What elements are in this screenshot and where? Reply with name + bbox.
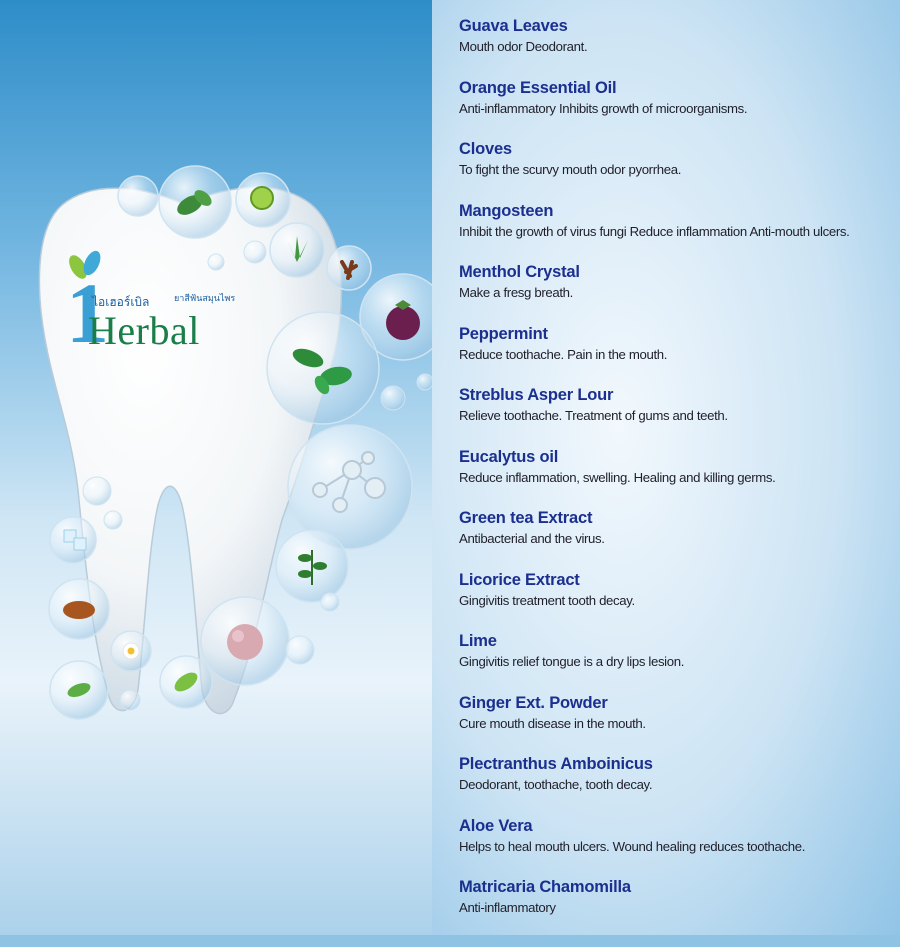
logo-thai-tagline: ยาสีฟันสมุนไพร [174, 293, 236, 303]
ingredient-item [459, 445, 894, 507]
tooth-illustration [0, 0, 432, 947]
ingredient-name: Aloe Vera [459, 816, 533, 835]
ingredient-name: Guava Leaves [459, 17, 568, 35]
ingredient-item [459, 14, 894, 76]
ingredient-item [459, 137, 894, 199]
licorice-icon [63, 601, 95, 619]
ingredient-description: Anti-inflammatory [459, 900, 556, 915]
lime-icon [251, 187, 273, 209]
ingredient-item [459, 76, 894, 138]
ingredient-item [459, 629, 894, 691]
ingredient-description: Relieve toothache. Treatment of gums and teeth. [459, 408, 728, 423]
ingredient-item [459, 260, 894, 322]
ingredient-description: Deodorant, toothache, tooth decay. [459, 777, 653, 792]
ingredient-item [459, 814, 894, 876]
ingredient-item [459, 322, 894, 384]
ingredient-name: Licorice Extract [459, 570, 580, 589]
ingredients-list [459, 14, 894, 937]
chamomilla-icon [123, 643, 139, 659]
ingredient-item [459, 199, 894, 261]
logo-thai-brand: ไอเฮอร์เบิล [92, 295, 150, 309]
ingredient-name: Eucalytus oil [459, 447, 559, 466]
ingredient-description: To fight the scurvy mouth odor pyorrhea. [459, 162, 682, 177]
ingredient-name: Green tea Extract [459, 509, 593, 527]
ingredient-name: Ginger Ext. Powder [459, 693, 608, 712]
ingredient-description: Antibacterial and the virus. [459, 531, 605, 546]
brand-logo [62, 245, 236, 361]
ingredient-name: Plectranthus Amboinicus [459, 755, 653, 773]
ginger-powder-icon [227, 624, 263, 660]
ingredient-name: Orange Essential Oil [459, 78, 617, 97]
ingredient-item [459, 568, 894, 630]
ingredient-item [459, 506, 894, 568]
ingredient-item [459, 383, 894, 445]
ingredient-item [459, 691, 894, 753]
ingredient-name: Lime [459, 632, 497, 650]
ingredient-name: Mangosteen [459, 201, 554, 220]
ingredient-name: Matricaria Chamomilla [459, 878, 631, 896]
ingredient-name: Cloves [459, 140, 512, 158]
ingredient-name: Streblus Asper Lour [459, 386, 614, 404]
ingredient-name: Peppermint [459, 324, 548, 343]
ingredient-item [459, 752, 894, 814]
ingredient-description: Helps to heal mouth ulcers. Wound healing reduces toothache. [459, 838, 806, 854]
logo-brand-name: Herbal [88, 308, 200, 353]
ingredient-description: Gingivitis treatment tooth decay. [459, 592, 635, 608]
ingredient-description: Make a fresg breath. [459, 285, 573, 300]
logo-numeral: 1 [66, 265, 109, 361]
ingredient-name: Menthol Crystal [459, 263, 580, 281]
ingredient-description: Cure mouth disease in the mouth. [459, 715, 646, 731]
ingredient-description: Gingivitis relief tongue is a dry lips lesion. [459, 654, 685, 669]
ingredient-description: Reduce inflammation, swelling. Healing and killing germs. [459, 469, 776, 485]
ingredient-item [459, 875, 894, 937]
ingredient-description: Mouth odor Deodorant. [459, 39, 588, 54]
ingredient-description: Reduce toothache. Pain in the mouth. [459, 346, 668, 362]
ingredient-description: Anti-inflammatory Inhibits growth of microorganisms. [459, 100, 748, 116]
ingredient-description: Inhibit the growth of virus fungi Reduce inflammation Anti-mouth ulcers. [459, 223, 850, 239]
